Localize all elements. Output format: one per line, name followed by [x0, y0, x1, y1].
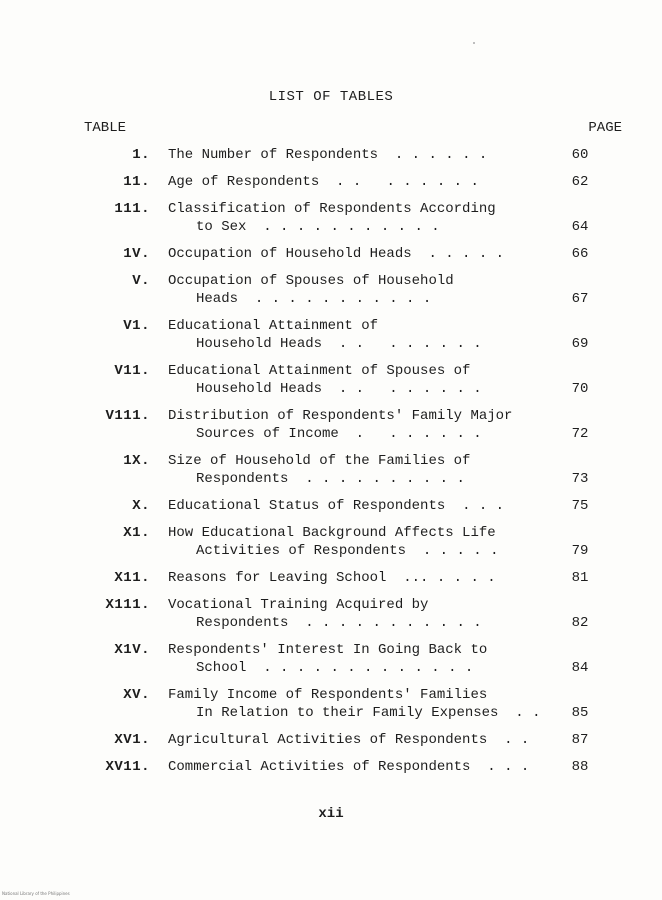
table-title-line — [168, 569, 538, 587]
table-title-line — [168, 218, 538, 236]
table-title-line — [168, 317, 538, 335]
table-title-text: Commercial Activities of Respondents — [168, 759, 471, 775]
table-title-text: to Sex — [196, 219, 247, 235]
leader-dots: . . . . . . . . . . — [305, 471, 465, 487]
table-title — [168, 272, 538, 308]
scan-speck — [473, 42, 475, 44]
page-ref: 60 — [571, 147, 589, 163]
table-title-text: The Number of Respondents — [168, 147, 379, 163]
leader-dots: . . . . . . . . — [338, 381, 482, 397]
table-title-line — [168, 380, 538, 398]
list-item — [0, 146, 662, 164]
list-item — [0, 596, 662, 632]
table-title-text: Respondents — [196, 615, 289, 631]
table-title-line — [168, 146, 538, 164]
page-title: LIST OF TABLES — [268, 89, 394, 105]
page-ref: 87 — [571, 732, 589, 748]
table-title-text: Agricultural Activities of Respondents — [168, 732, 488, 748]
table-number: 11. — [123, 174, 150, 190]
leader-dots: . . — [515, 705, 541, 721]
table-title-text: Family Income of Respondents' Families — [168, 687, 488, 703]
table-number: V. — [132, 273, 150, 289]
list-item — [0, 407, 662, 443]
table-title-text: Heads — [196, 291, 239, 307]
leader-dots: . . . . . . . . . . . — [254, 291, 432, 307]
page-ref: 82 — [571, 615, 589, 631]
table-title-line — [168, 686, 538, 704]
list-item — [0, 452, 662, 488]
table-number: V11. — [114, 363, 150, 379]
table-title-text: Occupation of Spouses of Household — [168, 273, 454, 289]
page-ref: 84 — [571, 660, 589, 676]
leader-dots: . . . . . — [428, 246, 505, 262]
page-number: xii — [318, 806, 344, 822]
list-item — [0, 524, 662, 560]
table-number: X1. — [123, 525, 150, 541]
table-title-text: Sources of Income — [196, 426, 339, 442]
table-number: X1V. — [114, 642, 150, 658]
page-ref: 66 — [571, 246, 589, 262]
table-number: 1. — [132, 147, 150, 163]
table-number: V111. — [105, 408, 150, 424]
list-item — [0, 245, 662, 263]
table-title-text: Educational Status of Respondents — [168, 498, 446, 514]
page-ref: 70 — [571, 381, 589, 397]
table-column-header: TABLE — [84, 120, 127, 136]
table-list — [0, 146, 662, 785]
table-title-line — [168, 362, 538, 380]
table-title-line — [168, 290, 538, 308]
table-title-text: Respondents — [196, 471, 289, 487]
table-title-text: Distribution of Respondents' Family Major — [168, 408, 513, 424]
table-title-text: Educational Attainment of Spouses of — [168, 363, 471, 379]
table-title — [168, 569, 538, 587]
table-number: 1V. — [123, 246, 150, 262]
table-title-line — [168, 704, 541, 722]
leader-dots: ... . . . . — [403, 570, 496, 586]
list-item — [0, 758, 662, 776]
table-title — [168, 146, 538, 164]
archive-stamp: National Library of the Philippines — [2, 891, 70, 896]
leader-dots: . . . . . . . — [355, 426, 482, 442]
list-item — [0, 200, 662, 236]
page-ref: 79 — [571, 543, 589, 559]
table-title-line — [168, 731, 538, 749]
leader-dots: . . . . . . . . . . . — [305, 615, 482, 631]
table-title-text: Size of Household of the Families of — [168, 453, 471, 469]
list-item — [0, 362, 662, 398]
table-title-line — [168, 272, 538, 290]
table-number: 111. — [114, 201, 150, 217]
list-item — [0, 569, 662, 587]
table-title-text: Respondents' Interest In Going Back to — [168, 642, 488, 658]
table-title-line — [168, 497, 538, 515]
table-title — [168, 317, 538, 353]
table-number: X. — [132, 498, 150, 514]
table-title-text: Vocational Training Acquired by — [168, 597, 429, 613]
table-title-line — [168, 596, 538, 614]
table-title-line — [168, 452, 538, 470]
list-item — [0, 317, 662, 353]
table-title-text: Age of Respondents — [168, 174, 320, 190]
leader-dots: . . . . . . — [394, 147, 488, 163]
table-title-line — [168, 425, 538, 443]
table-title-line — [168, 173, 538, 191]
page-ref: 69 — [571, 336, 589, 352]
page-column-header: PAGE — [588, 120, 622, 136]
table-title-text: Activities of Respondents — [196, 543, 407, 559]
table-title-text: Household Heads — [196, 381, 323, 397]
table-title-text: School — [196, 660, 247, 676]
list-item — [0, 497, 662, 515]
leader-dots: . . — [504, 732, 530, 748]
table-title-text: Occupation of Household Heads — [168, 246, 412, 262]
table-title-text: How Educational Background Affects Life — [168, 525, 496, 541]
table-title-line — [168, 200, 538, 218]
list-item — [0, 641, 662, 677]
page-ref: 67 — [571, 291, 589, 307]
table-title-line — [168, 524, 538, 542]
table-title-line — [168, 245, 538, 263]
table-title — [168, 641, 538, 677]
leader-dots: . . . . . . . . . . . — [263, 219, 440, 235]
table-title — [168, 362, 538, 398]
page-ref: 62 — [571, 174, 589, 190]
page-ref: 64 — [571, 219, 589, 235]
table-title-line — [168, 614, 538, 632]
table-title — [168, 407, 538, 443]
page-ref: 81 — [571, 570, 589, 586]
table-title — [168, 173, 538, 191]
table-title — [168, 596, 538, 632]
table-title-line — [168, 641, 538, 659]
table-number: X111. — [105, 597, 150, 613]
table-title-text: Educational Attainment of — [168, 318, 379, 334]
leader-dots: . . . — [487, 759, 530, 775]
table-title-text: In Relation to their Family Expenses — [196, 705, 499, 721]
table-title — [168, 686, 541, 722]
table-title-line — [168, 470, 538, 488]
leader-dots: . . . . . . . . — [336, 174, 479, 190]
page-ref: 75 — [571, 498, 589, 514]
list-item — [0, 272, 662, 308]
table-title-line — [168, 407, 538, 425]
table-title-text: Classification of Respondents According — [168, 201, 496, 217]
table-title — [168, 731, 538, 749]
table-title-text: Reasons for Leaving School — [168, 570, 387, 586]
page-ref: 72 — [571, 426, 589, 442]
table-title — [168, 452, 538, 488]
table-title — [168, 497, 538, 515]
page-ref: 88 — [571, 759, 589, 775]
table-title — [168, 245, 538, 263]
table-title-line — [168, 758, 538, 776]
leader-dots: . . . — [462, 498, 505, 514]
leader-dots: . . . . . — [422, 543, 499, 559]
table-title-text: Household Heads — [196, 336, 323, 352]
table-title-line — [168, 335, 538, 353]
leader-dots: . . . . . . . . . . . . . — [263, 660, 474, 676]
table-title — [168, 524, 538, 560]
table-number: XV. — [123, 687, 150, 703]
table-number: 1X. — [123, 453, 150, 469]
table-title — [168, 200, 538, 236]
table-number: XV11. — [105, 759, 150, 775]
table-title-line — [168, 659, 538, 677]
table-number: X11. — [114, 570, 150, 586]
table-number: XV1. — [114, 732, 150, 748]
table-title-line — [168, 542, 538, 560]
page-ref: 85 — [571, 705, 589, 721]
list-item — [0, 686, 662, 722]
list-item — [0, 731, 662, 749]
page-ref: 73 — [571, 471, 589, 487]
leader-dots: . . . . . . . . — [338, 336, 482, 352]
table-number: V1. — [123, 318, 150, 334]
table-title — [168, 758, 538, 776]
list-item — [0, 173, 662, 191]
